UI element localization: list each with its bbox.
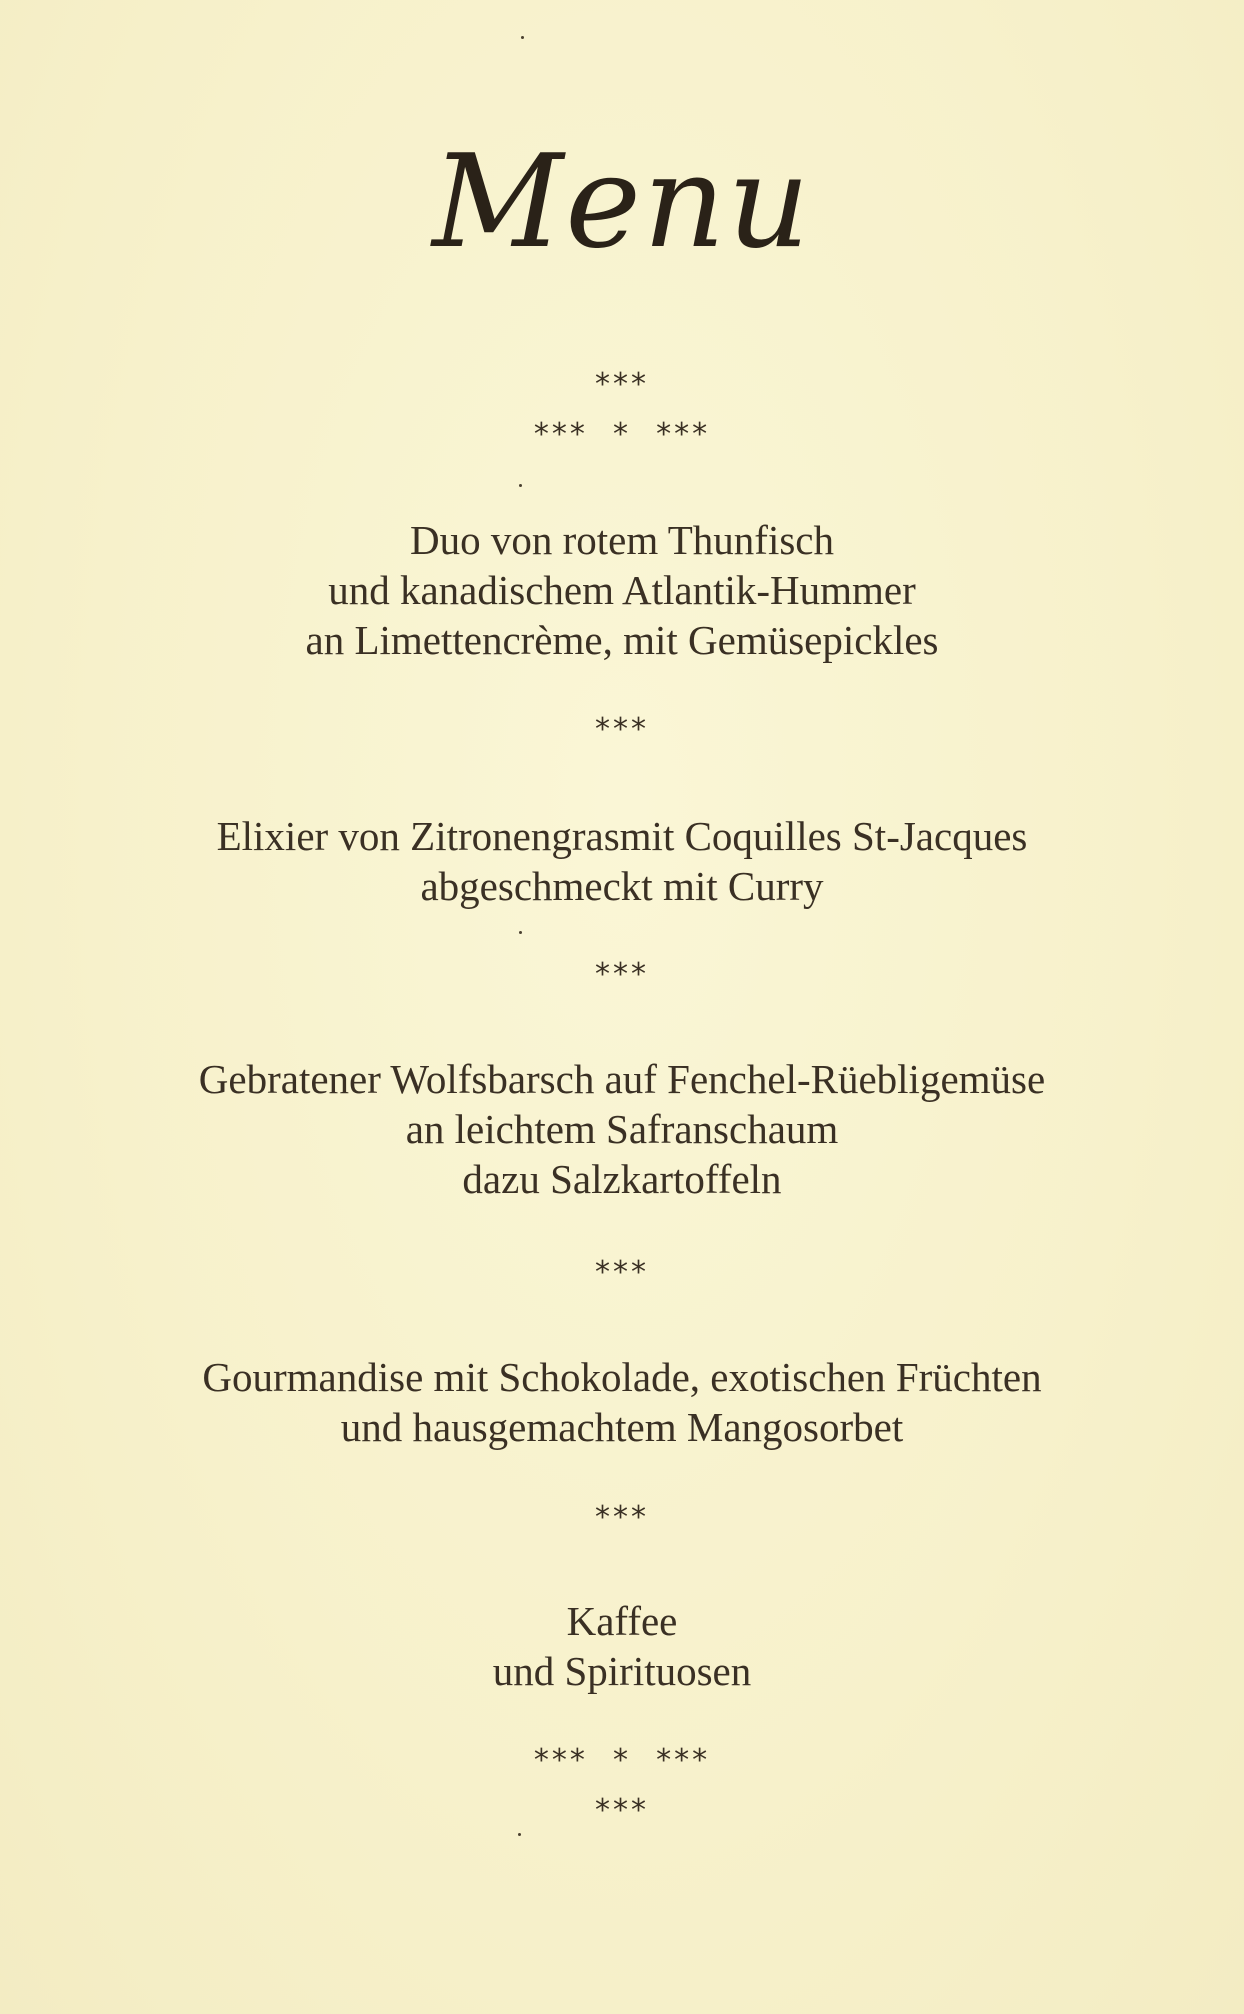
course-3-line-2: an leichtem Safranschaum [405,1106,839,1152]
paper-speck [519,484,522,487]
course-separator: *** [595,957,649,992]
ornament-bottom-small: *** [595,1793,649,1828]
ornament-top-small: *** [595,367,649,402]
paper-speck [518,1833,521,1836]
ornament-bottom-wide: *** * *** [533,1743,711,1778]
menu-title: Menu [432,128,812,277]
paper-speck [521,36,524,39]
paper-speck [519,931,522,934]
course-1 [0,515,1244,665]
course-2 [0,811,1244,911]
ornament-top-wide: *** * *** [533,417,711,452]
course-separator: *** [595,1255,649,1290]
course-3-line-3: dazu Salzkartoffeln [462,1156,782,1202]
course-5 [0,1596,1244,1696]
course-2-line-1: Elixier von Zitronengrasmit Coquilles St-Jacques [216,813,1028,859]
course-separator: *** [595,1500,649,1535]
course-2-line-2: abgeschmeckt mit Curry [420,863,824,909]
course-5-line-1: Kaffee [566,1598,678,1644]
course-4 [0,1352,1244,1452]
course-1-line-1: Duo von rotem Thunfisch [410,517,834,563]
course-1-line-3: an Limettencrème, mit Gemüsepickles [305,617,939,663]
course-separator: *** [595,712,649,747]
course-5-line-2: und Spirituosen [492,1648,752,1694]
course-4-line-2: und hausgemachtem Mangosorbet [340,1404,904,1450]
course-1-line-2: und kanadischem Atlantik-Hummer [328,567,916,613]
course-3 [0,1054,1244,1204]
course-4-line-1: Gourmandise mit Schokolade, exotischen Früchten [202,1354,1042,1400]
course-3-line-1: Gebratener Wolfsbarsch auf Fenchel-Rüebligemüse [198,1056,1046,1102]
